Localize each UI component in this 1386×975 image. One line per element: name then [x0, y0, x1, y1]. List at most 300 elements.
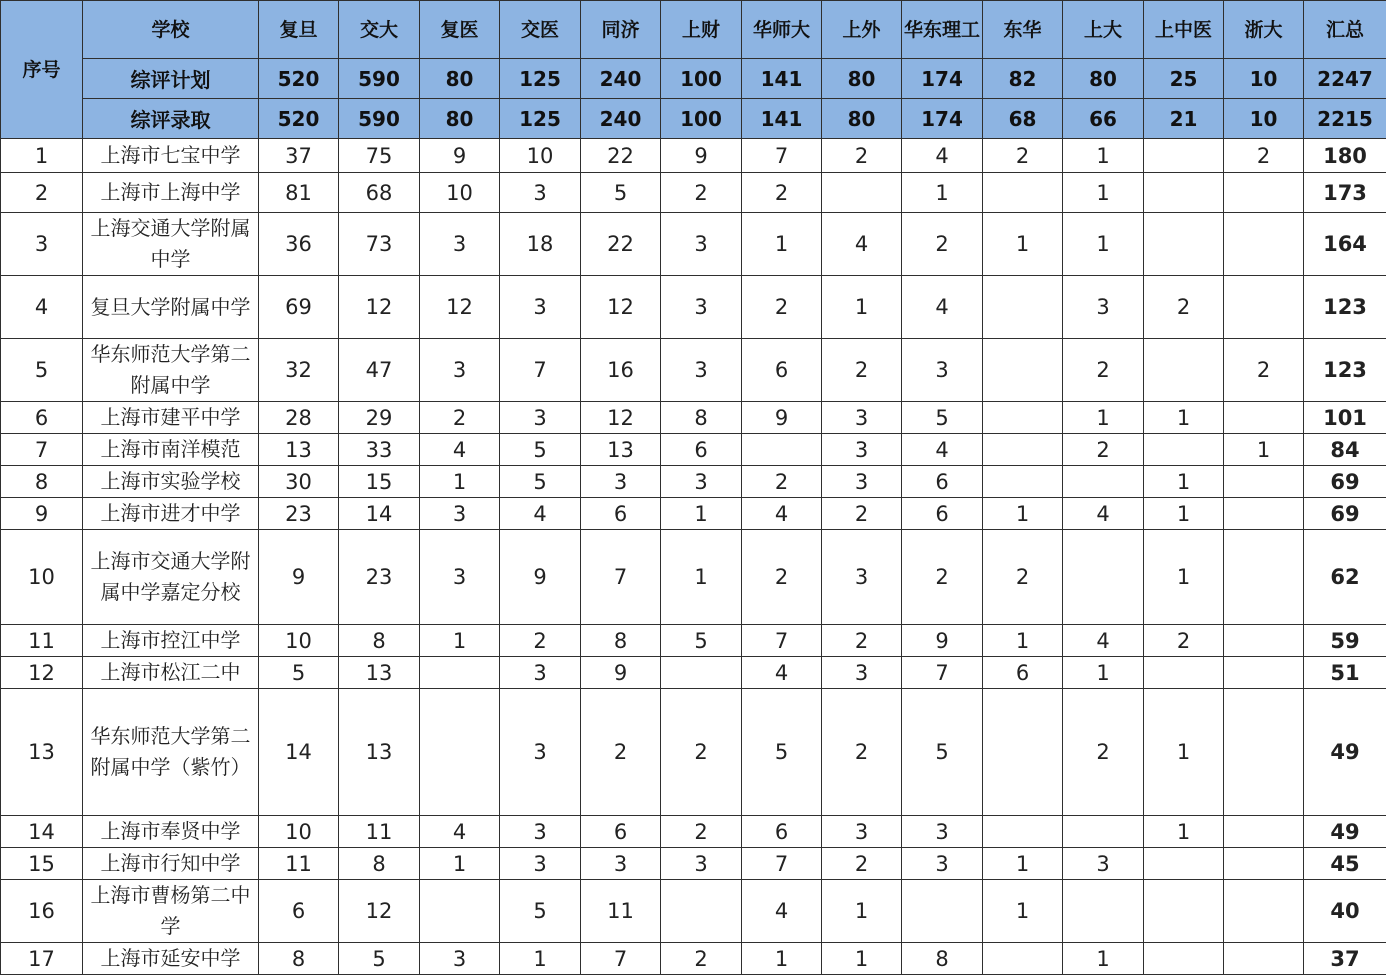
row-seq: 5 — [1, 339, 83, 402]
table-cell: 6 — [902, 498, 983, 530]
table-cell: 4 — [742, 880, 822, 943]
table-cell: 1 — [1063, 402, 1144, 434]
table-cell — [1063, 466, 1144, 498]
table-cell — [1144, 880, 1224, 943]
row-seq: 4 — [1, 276, 83, 339]
table-cell: 13 — [339, 657, 420, 689]
row-seq: 3 — [1, 213, 83, 276]
table-cell: 9 — [420, 139, 500, 173]
table-cell — [420, 689, 500, 816]
table-cell: 13 — [581, 434, 661, 466]
school-name: 华东师范大学第二附属中学 — [83, 339, 259, 402]
table-cell: 7 — [742, 139, 822, 173]
table-cell: 22 — [581, 213, 661, 276]
table-cell: 4 — [420, 816, 500, 848]
table-cell: 73 — [339, 213, 420, 276]
table-cell — [1224, 848, 1304, 880]
school-name: 上海市控江中学 — [83, 625, 259, 657]
table-cell: 5 — [500, 880, 581, 943]
table-cell: 1 — [1144, 689, 1224, 816]
table-cell: 3 — [661, 213, 742, 276]
table-cell — [1144, 339, 1224, 402]
table-cell: 10 — [500, 139, 581, 173]
table-cell: 9 — [581, 657, 661, 689]
table-cell: 1 — [983, 880, 1063, 943]
table-cell: 4 — [1063, 498, 1144, 530]
table-cell: 7 — [500, 339, 581, 402]
school-header: 学校 — [83, 1, 259, 59]
admit-value: 520 — [259, 99, 339, 139]
table-row — [1, 689, 1386, 816]
table-cell: 2 — [661, 173, 742, 213]
row-seq: 12 — [1, 657, 83, 689]
table-cell: 3 — [500, 173, 581, 213]
table-cell: 2 — [420, 402, 500, 434]
table-cell — [1063, 816, 1144, 848]
table-cell: 3 — [822, 657, 902, 689]
table-cell: 3 — [500, 848, 581, 880]
row-seq: 16 — [1, 880, 83, 943]
table-cell: 2 — [822, 339, 902, 402]
university-header: 华东理工 — [902, 1, 983, 59]
university-header: 上外 — [822, 1, 902, 59]
table-cell: 3 — [500, 402, 581, 434]
row-total: 49 — [1304, 816, 1386, 848]
table-row — [1, 530, 1386, 625]
table-cell: 2 — [1144, 276, 1224, 339]
table-cell: 3 — [822, 434, 902, 466]
table-cell: 1 — [1063, 139, 1144, 173]
table-cell: 37 — [259, 139, 339, 173]
table-cell: 1 — [983, 213, 1063, 276]
row-total: 123 — [1304, 276, 1386, 339]
row-total: 173 — [1304, 173, 1386, 213]
table-cell: 3 — [902, 848, 983, 880]
table-row — [1, 173, 1386, 213]
university-header: 华师大 — [742, 1, 822, 59]
table-cell: 3 — [420, 213, 500, 276]
table-cell: 2 — [500, 625, 581, 657]
table-cell — [1224, 657, 1304, 689]
row-seq: 1 — [1, 139, 83, 173]
table-cell — [1224, 530, 1304, 625]
table-cell: 1 — [1063, 943, 1144, 975]
plan-value: 141 — [742, 59, 822, 99]
table-cell: 1 — [983, 848, 1063, 880]
plan-value: 520 — [259, 59, 339, 99]
table-cell: 2 — [661, 943, 742, 975]
table-cell — [1144, 657, 1224, 689]
table-cell: 6 — [581, 816, 661, 848]
table-cell: 14 — [259, 689, 339, 816]
table-row — [1, 816, 1386, 848]
table-cell: 47 — [339, 339, 420, 402]
table-cell — [1224, 880, 1304, 943]
table-cell — [1224, 213, 1304, 276]
admit-value: 80 — [420, 99, 500, 139]
table-cell: 10 — [259, 816, 339, 848]
admit-value: 21 — [1144, 99, 1224, 139]
table-cell: 2 — [822, 689, 902, 816]
row-total: 40 — [1304, 880, 1386, 943]
row-total: 37 — [1304, 943, 1386, 975]
table-cell — [1144, 848, 1224, 880]
table-cell — [1224, 466, 1304, 498]
table-cell: 1 — [742, 943, 822, 975]
table-cell: 14 — [339, 498, 420, 530]
school-name: 上海交通大学附属中学 — [83, 213, 259, 276]
table-cell: 75 — [339, 139, 420, 173]
table-row — [1, 402, 1386, 434]
table-cell: 3 — [661, 339, 742, 402]
row-total: 51 — [1304, 657, 1386, 689]
university-header: 浙大 — [1224, 1, 1304, 59]
table-row — [1, 848, 1386, 880]
table-cell: 4 — [500, 498, 581, 530]
admit-value: 68 — [983, 99, 1063, 139]
row-total: 59 — [1304, 625, 1386, 657]
seq-header: 序号 — [1, 1, 83, 139]
admit-value: 141 — [742, 99, 822, 139]
table-cell: 1 — [661, 530, 742, 625]
table-cell: 10 — [259, 625, 339, 657]
table-cell: 12 — [339, 880, 420, 943]
table-row — [1, 434, 1386, 466]
table-cell: 6 — [259, 880, 339, 943]
plan-value: 80 — [420, 59, 500, 99]
table-cell: 29 — [339, 402, 420, 434]
university-header: 交大 — [339, 1, 420, 59]
table-cell: 5 — [902, 689, 983, 816]
table-cell: 2 — [742, 466, 822, 498]
table-cell — [1144, 213, 1224, 276]
table-row — [1, 880, 1386, 943]
table-cell: 8 — [259, 943, 339, 975]
plan-value: 174 — [902, 59, 983, 99]
table-cell: 8 — [581, 625, 661, 657]
table-cell — [983, 276, 1063, 339]
row-total: 101 — [1304, 402, 1386, 434]
row-total: 84 — [1304, 434, 1386, 466]
table-cell: 1 — [1063, 657, 1144, 689]
table-cell: 3 — [822, 402, 902, 434]
table-cell: 1 — [742, 213, 822, 276]
table-cell: 11 — [259, 848, 339, 880]
table-cell — [1144, 139, 1224, 173]
table-cell: 12 — [420, 276, 500, 339]
table-cell: 3 — [420, 943, 500, 975]
table-cell — [1224, 625, 1304, 657]
row-seq: 10 — [1, 530, 83, 625]
table-cell: 7 — [581, 530, 661, 625]
table-row — [1, 213, 1386, 276]
row-total: 45 — [1304, 848, 1386, 880]
table-cell — [1224, 816, 1304, 848]
table-cell: 3 — [500, 816, 581, 848]
table-cell: 8 — [661, 402, 742, 434]
table-cell: 5 — [339, 943, 420, 975]
university-header: 上大 — [1063, 1, 1144, 59]
university-header: 上财 — [661, 1, 742, 59]
table-body — [1, 139, 1386, 975]
table-cell: 1 — [822, 880, 902, 943]
table-cell: 1 — [1144, 530, 1224, 625]
row-total: 164 — [1304, 213, 1386, 276]
table-cell: 2 — [1144, 625, 1224, 657]
table-cell: 16 — [581, 339, 661, 402]
plan-label: 综评计划 — [83, 59, 259, 99]
table-cell: 28 — [259, 402, 339, 434]
table-cell: 1 — [1144, 816, 1224, 848]
school-name: 上海市延安中学 — [83, 943, 259, 975]
table-cell — [1144, 434, 1224, 466]
table-cell: 2 — [983, 530, 1063, 625]
table-cell — [1144, 173, 1224, 213]
table-cell: 12 — [339, 276, 420, 339]
table-cell: 1 — [420, 848, 500, 880]
university-header: 同济 — [581, 1, 661, 59]
table-cell: 1 — [420, 625, 500, 657]
table-cell: 3 — [661, 848, 742, 880]
university-header: 东华 — [983, 1, 1063, 59]
table-cell: 1 — [822, 276, 902, 339]
admit-value: 66 — [1063, 99, 1144, 139]
table-cell: 1 — [500, 943, 581, 975]
table-cell: 4 — [1063, 625, 1144, 657]
school-name: 上海市松江二中 — [83, 657, 259, 689]
admit-value: 10 — [1224, 99, 1304, 139]
table-cell: 6 — [581, 498, 661, 530]
table-header — [1, 1, 1386, 139]
table-cell: 5 — [742, 689, 822, 816]
table-cell: 2 — [902, 213, 983, 276]
table-cell — [1224, 943, 1304, 975]
table-cell: 1 — [1144, 466, 1224, 498]
school-name: 上海市曹杨第二中学 — [83, 880, 259, 943]
table-cell: 13 — [339, 689, 420, 816]
row-seq: 14 — [1, 816, 83, 848]
university-header: 复旦 — [259, 1, 339, 59]
table-cell: 3 — [1063, 848, 1144, 880]
table-cell: 3 — [500, 689, 581, 816]
admit-value: 590 — [339, 99, 420, 139]
school-name: 上海市奉贤中学 — [83, 816, 259, 848]
school-name: 上海市交通大学附属中学嘉定分校 — [83, 530, 259, 625]
table-cell: 22 — [581, 139, 661, 173]
plan-value: 125 — [500, 59, 581, 99]
table-cell: 2 — [1063, 339, 1144, 402]
table-cell — [1224, 173, 1304, 213]
table-cell: 2 — [581, 689, 661, 816]
school-name: 上海市建平中学 — [83, 402, 259, 434]
table-cell: 3 — [420, 530, 500, 625]
table-cell: 32 — [259, 339, 339, 402]
table-cell: 4 — [902, 434, 983, 466]
table-cell: 2 — [983, 139, 1063, 173]
table-cell: 3 — [581, 466, 661, 498]
table-cell: 3 — [822, 816, 902, 848]
admit-value: 174 — [902, 99, 983, 139]
table-cell: 10 — [420, 173, 500, 213]
school-name: 华东师范大学第二附属中学（紫竹） — [83, 689, 259, 816]
table-row — [1, 139, 1386, 173]
table-cell: 36 — [259, 213, 339, 276]
table-cell: 2 — [822, 848, 902, 880]
plan-value: 82 — [983, 59, 1063, 99]
table-cell — [983, 816, 1063, 848]
table-cell: 1 — [902, 173, 983, 213]
admit-value: 240 — [581, 99, 661, 139]
table-cell: 68 — [339, 173, 420, 213]
table-cell: 9 — [902, 625, 983, 657]
school-name: 上海市七宝中学 — [83, 139, 259, 173]
table-cell: 4 — [742, 498, 822, 530]
table-cell: 81 — [259, 173, 339, 213]
table-cell: 8 — [902, 943, 983, 975]
table-cell — [983, 434, 1063, 466]
table-cell: 5 — [581, 173, 661, 213]
table-cell: 9 — [742, 402, 822, 434]
admit-value: 2215 — [1304, 99, 1386, 139]
table-cell: 2 — [1063, 434, 1144, 466]
table-cell — [822, 173, 902, 213]
table-cell: 2 — [661, 689, 742, 816]
table-cell: 1 — [1063, 173, 1144, 213]
table-cell — [1224, 498, 1304, 530]
university-header: 交医 — [500, 1, 581, 59]
table-cell: 23 — [339, 530, 420, 625]
row-seq: 11 — [1, 625, 83, 657]
row-seq: 17 — [1, 943, 83, 975]
table-cell: 3 — [822, 530, 902, 625]
table-cell: 2 — [822, 139, 902, 173]
table-cell: 3 — [822, 466, 902, 498]
table-cell: 3 — [500, 657, 581, 689]
table-cell — [742, 434, 822, 466]
table-cell: 1 — [1144, 498, 1224, 530]
table-cell: 8 — [339, 625, 420, 657]
table-cell: 7 — [742, 625, 822, 657]
table-cell: 7 — [902, 657, 983, 689]
table-cell: 3 — [500, 276, 581, 339]
table-cell: 3 — [420, 498, 500, 530]
plan-value: 2247 — [1304, 59, 1386, 99]
table-cell: 2 — [742, 173, 822, 213]
table-cell: 1 — [1063, 213, 1144, 276]
table-cell: 7 — [581, 943, 661, 975]
table-cell: 1 — [983, 625, 1063, 657]
plan-value: 100 — [661, 59, 742, 99]
table-cell — [983, 466, 1063, 498]
table-cell: 2 — [742, 530, 822, 625]
table-cell: 3 — [581, 848, 661, 880]
university-header: 上中医 — [1144, 1, 1224, 59]
university-header: 复医 — [420, 1, 500, 59]
table-cell: 33 — [339, 434, 420, 466]
table-cell: 4 — [822, 213, 902, 276]
row-seq: 2 — [1, 173, 83, 213]
row-seq: 13 — [1, 689, 83, 816]
table-cell: 15 — [339, 466, 420, 498]
table-cell: 2 — [1224, 339, 1304, 402]
table-cell: 5 — [500, 466, 581, 498]
row-total: 69 — [1304, 498, 1386, 530]
table-cell: 2 — [902, 530, 983, 625]
table-cell: 1 — [822, 943, 902, 975]
table-cell — [420, 880, 500, 943]
table-cell: 6 — [902, 466, 983, 498]
table-row — [1, 657, 1386, 689]
university-header: 汇总 — [1304, 1, 1386, 59]
table-cell — [983, 339, 1063, 402]
table-cell: 3 — [902, 816, 983, 848]
table-cell: 4 — [742, 657, 822, 689]
table-cell: 3 — [420, 339, 500, 402]
table-cell: 6 — [742, 816, 822, 848]
school-name: 上海市实验学校 — [83, 466, 259, 498]
table-cell: 5 — [661, 625, 742, 657]
table-cell: 5 — [902, 402, 983, 434]
table-cell — [1063, 530, 1144, 625]
table-cell: 1 — [983, 498, 1063, 530]
table-cell: 13 — [259, 434, 339, 466]
table-cell: 4 — [902, 276, 983, 339]
table-cell: 6 — [983, 657, 1063, 689]
table-cell: 7 — [742, 848, 822, 880]
admit-label: 综评录取 — [83, 99, 259, 139]
plan-value: 80 — [822, 59, 902, 99]
table-row — [1, 466, 1386, 498]
table-cell: 30 — [259, 466, 339, 498]
table-cell: 9 — [259, 530, 339, 625]
row-seq: 8 — [1, 466, 83, 498]
row-seq: 6 — [1, 402, 83, 434]
table-cell — [1224, 689, 1304, 816]
row-total: 49 — [1304, 689, 1386, 816]
school-name: 上海市上海中学 — [83, 173, 259, 213]
plan-value: 80 — [1063, 59, 1144, 99]
row-total: 62 — [1304, 530, 1386, 625]
table-cell — [1224, 402, 1304, 434]
school-name: 上海市行知中学 — [83, 848, 259, 880]
table-cell: 2 — [1224, 139, 1304, 173]
admit-value: 80 — [822, 99, 902, 139]
table-row — [1, 943, 1386, 975]
table-cell: 2 — [1063, 689, 1144, 816]
table-cell — [902, 880, 983, 943]
table-row — [1, 339, 1386, 402]
table-cell: 1 — [420, 466, 500, 498]
row-total: 180 — [1304, 139, 1386, 173]
table-cell — [661, 657, 742, 689]
table-cell — [983, 689, 1063, 816]
school-name: 上海市进才中学 — [83, 498, 259, 530]
table-cell: 69 — [259, 276, 339, 339]
table-cell — [420, 657, 500, 689]
table-cell: 6 — [661, 434, 742, 466]
table-cell — [1063, 880, 1144, 943]
table-cell — [983, 943, 1063, 975]
admit-value: 100 — [661, 99, 742, 139]
table-cell: 2 — [742, 276, 822, 339]
table-cell: 11 — [339, 816, 420, 848]
plan-value: 240 — [581, 59, 661, 99]
school-name: 复旦大学附属中学 — [83, 276, 259, 339]
table-cell: 8 — [339, 848, 420, 880]
table-cell: 2 — [822, 498, 902, 530]
table-cell: 1 — [661, 498, 742, 530]
plan-value: 10 — [1224, 59, 1304, 99]
